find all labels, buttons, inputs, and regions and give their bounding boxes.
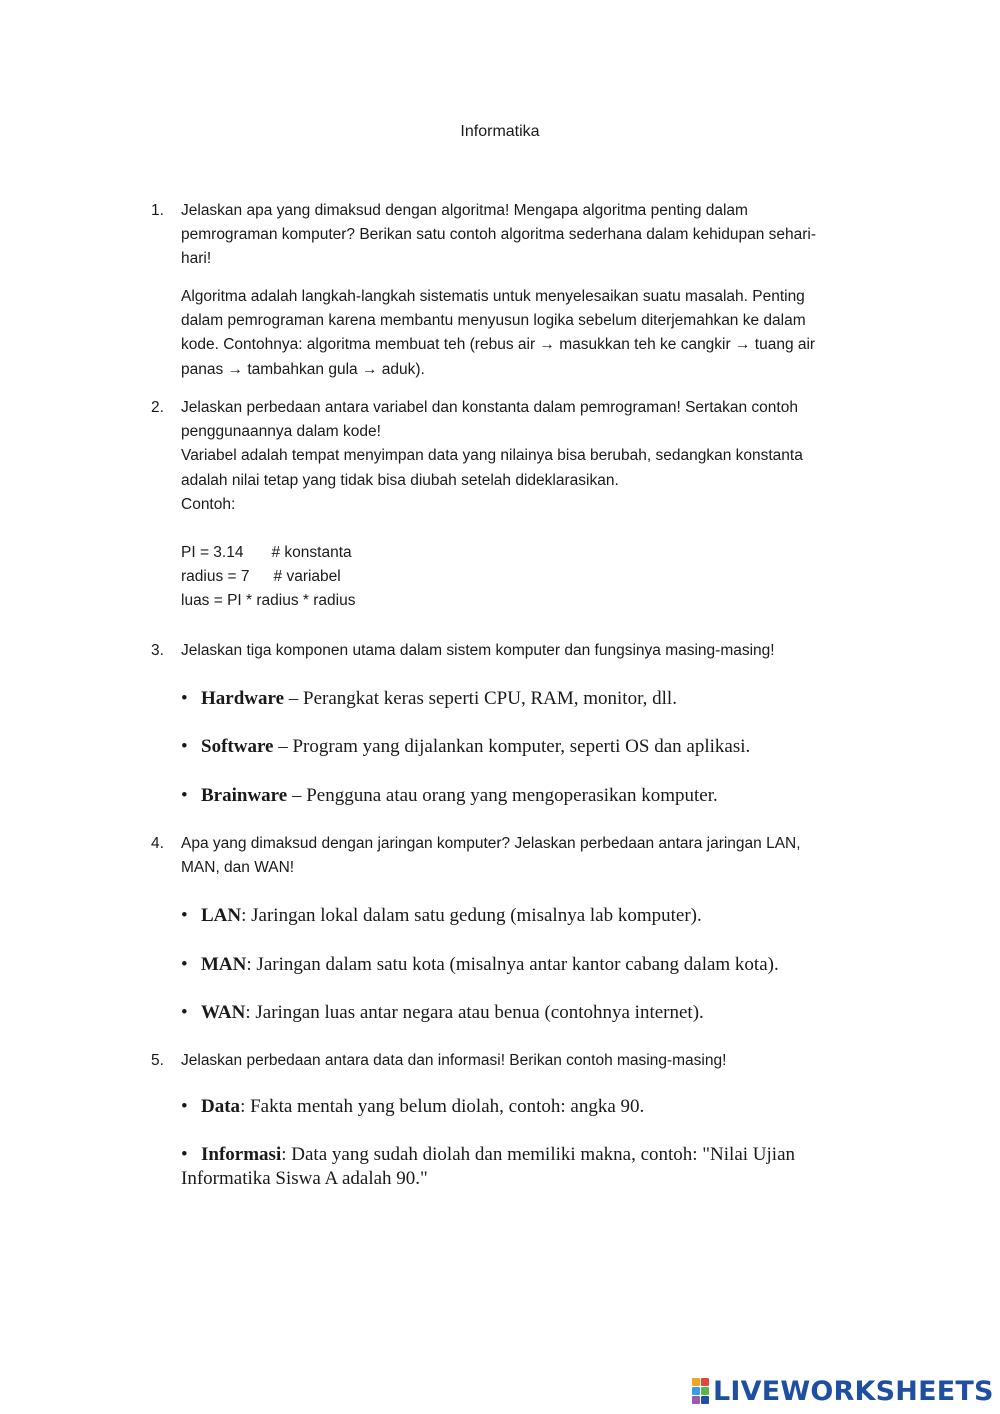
- bullet-item: [181, 953, 901, 977]
- bullet-dot: •: [181, 1144, 188, 1165]
- answer-line: kode. Contohnya: algoritma membuat teh (rebus air → masukkan teh ke cangkir → tuang air: [181, 336, 816, 354]
- bullet-dot: •: [181, 1096, 188, 1117]
- bullet-term: Brainware: [201, 785, 288, 806]
- question-line: Jelaskan apa yang dimaksud dengan algoritma! Mengapa algoritma penting dalam: [181, 202, 748, 219]
- bullet-term: MAN: [201, 954, 247, 975]
- bullet-term: Data: [201, 1096, 241, 1117]
- liveworksheets-logo[interactable]: [692, 1376, 994, 1406]
- question-number: 2.: [151, 399, 164, 416]
- bullet-item: [181, 687, 901, 711]
- bullet-term: Software: [201, 736, 274, 757]
- answer-line: Algoritma adalah langkah-langkah sistematis untuk menyelesaikan suatu masalah. Penting: [181, 288, 805, 305]
- question-1-text: [181, 199, 891, 272]
- bullet-text: : Jaringan lokal dalam satu gedung (misalnya lab komputer).: [241, 905, 702, 926]
- bullet-text: : Fakta mentah yang belum diolah, contoh: angka 90.: [240, 1096, 645, 1117]
- question-number: 1.: [151, 202, 164, 219]
- question-line: Apa yang dimaksud dengan jaringan komputer? Jelaskan perbedaan antara jaringan LAN,: [181, 835, 801, 852]
- bullet-item: [181, 784, 901, 808]
- question-4-text: [181, 832, 891, 880]
- code-comment: # konstanta: [271, 544, 352, 561]
- question-line: Jelaskan tiga komponen utama dalam sistem komputer dan fungsinya masing-masing!: [181, 642, 775, 659]
- bullet-dot: •: [181, 736, 188, 757]
- bullet-dot: •: [181, 905, 188, 926]
- question-line: penggunaannya dalam kode!: [181, 423, 381, 441]
- code-line: [181, 541, 891, 565]
- bullet-text: : Jaringan dalam satu kota (misalnya antar kantor cabang dalam kota).: [246, 954, 779, 975]
- bullet-dot: •: [181, 785, 188, 806]
- question-number: 3.: [151, 642, 164, 659]
- bullet-item: [181, 1095, 901, 1119]
- question-5-text: [181, 1049, 891, 1073]
- answer-line: dalam pemrograman karena membantu menyusun logika sebelum diterjemahkan ke dalam: [181, 312, 806, 330]
- code-line: [181, 565, 891, 589]
- code-line: [181, 589, 891, 613]
- bullet-term: Hardware: [201, 688, 285, 709]
- bullet-text: – Program yang dijalankan komputer, seperti OS dan aplikasi.: [273, 736, 751, 757]
- bullet-text-continued: Informatika Siswa A adalah 90.": [181, 1168, 428, 1189]
- bullet-item: [181, 904, 901, 928]
- question-line: Jelaskan perbedaan antara variabel dan konstanta dalam pemrograman! Sertakan contoh: [181, 399, 798, 416]
- bullet-item: [181, 1143, 901, 1191]
- question-number: 5.: [151, 1052, 164, 1069]
- code-text: PI = 3.14: [181, 544, 244, 561]
- code-text: radius = 7: [181, 568, 250, 586]
- question-line: MAN, dan WAN!: [181, 859, 295, 877]
- bullet-dot: •: [181, 1002, 188, 1023]
- logo-text: LIVEWORKSHEETS: [713, 1375, 994, 1407]
- answer-line: adalah nilai tetap yang tidak bisa diubah setelah dideklarasikan.: [181, 471, 619, 489]
- answer-line: Contoh:: [181, 495, 236, 513]
- question-line: hari!: [181, 250, 212, 268]
- bullet-dot: •: [181, 688, 188, 709]
- question-line: pemrograman komputer? Berikan satu contoh algoritma sederhana dalam kehidupan sehari-: [181, 226, 817, 244]
- bullet-term: LAN: [201, 905, 242, 926]
- liveworksheets-logo-icon: [692, 1378, 709, 1404]
- bullet-text: – Pengguna atau orang yang mengoperasikan komputer.: [287, 785, 718, 806]
- page-title: Informatika: [460, 123, 540, 140]
- question-number: 4.: [151, 835, 164, 852]
- code-text: luas = PI * radius * radius: [181, 592, 356, 610]
- bullet-item: [181, 1001, 901, 1025]
- answer-1-text: [181, 285, 891, 382]
- answer-line: panas → tambahkan gula → aduk).: [181, 360, 425, 378]
- code-comment: # variabel: [273, 568, 341, 586]
- question-3-text: [181, 639, 891, 663]
- bullet-text: : Jaringan luas antar negara atau benua (contohnya internet).: [245, 1002, 704, 1023]
- bullet-text: : Data yang sudah diolah dan memiliki makna, contoh: "Nilai Ujian: [281, 1144, 796, 1165]
- bullet-term: WAN: [201, 1002, 246, 1023]
- bullet-dot: •: [181, 954, 188, 975]
- bullet-term: Informasi: [201, 1144, 282, 1165]
- code-example: [181, 541, 891, 614]
- question-2-text: [181, 396, 891, 517]
- bullet-text: – Perangkat keras seperti CPU, RAM, monitor, dll.: [284, 688, 677, 709]
- answer-line: Variabel adalah tempat menyimpan data yang nilainya bisa berubah, sedangkan konstanta: [181, 447, 803, 465]
- bullet-item: [181, 735, 901, 759]
- question-line: Jelaskan perbedaan antara data dan informasi! Berikan contoh masing-masing!: [181, 1052, 727, 1069]
